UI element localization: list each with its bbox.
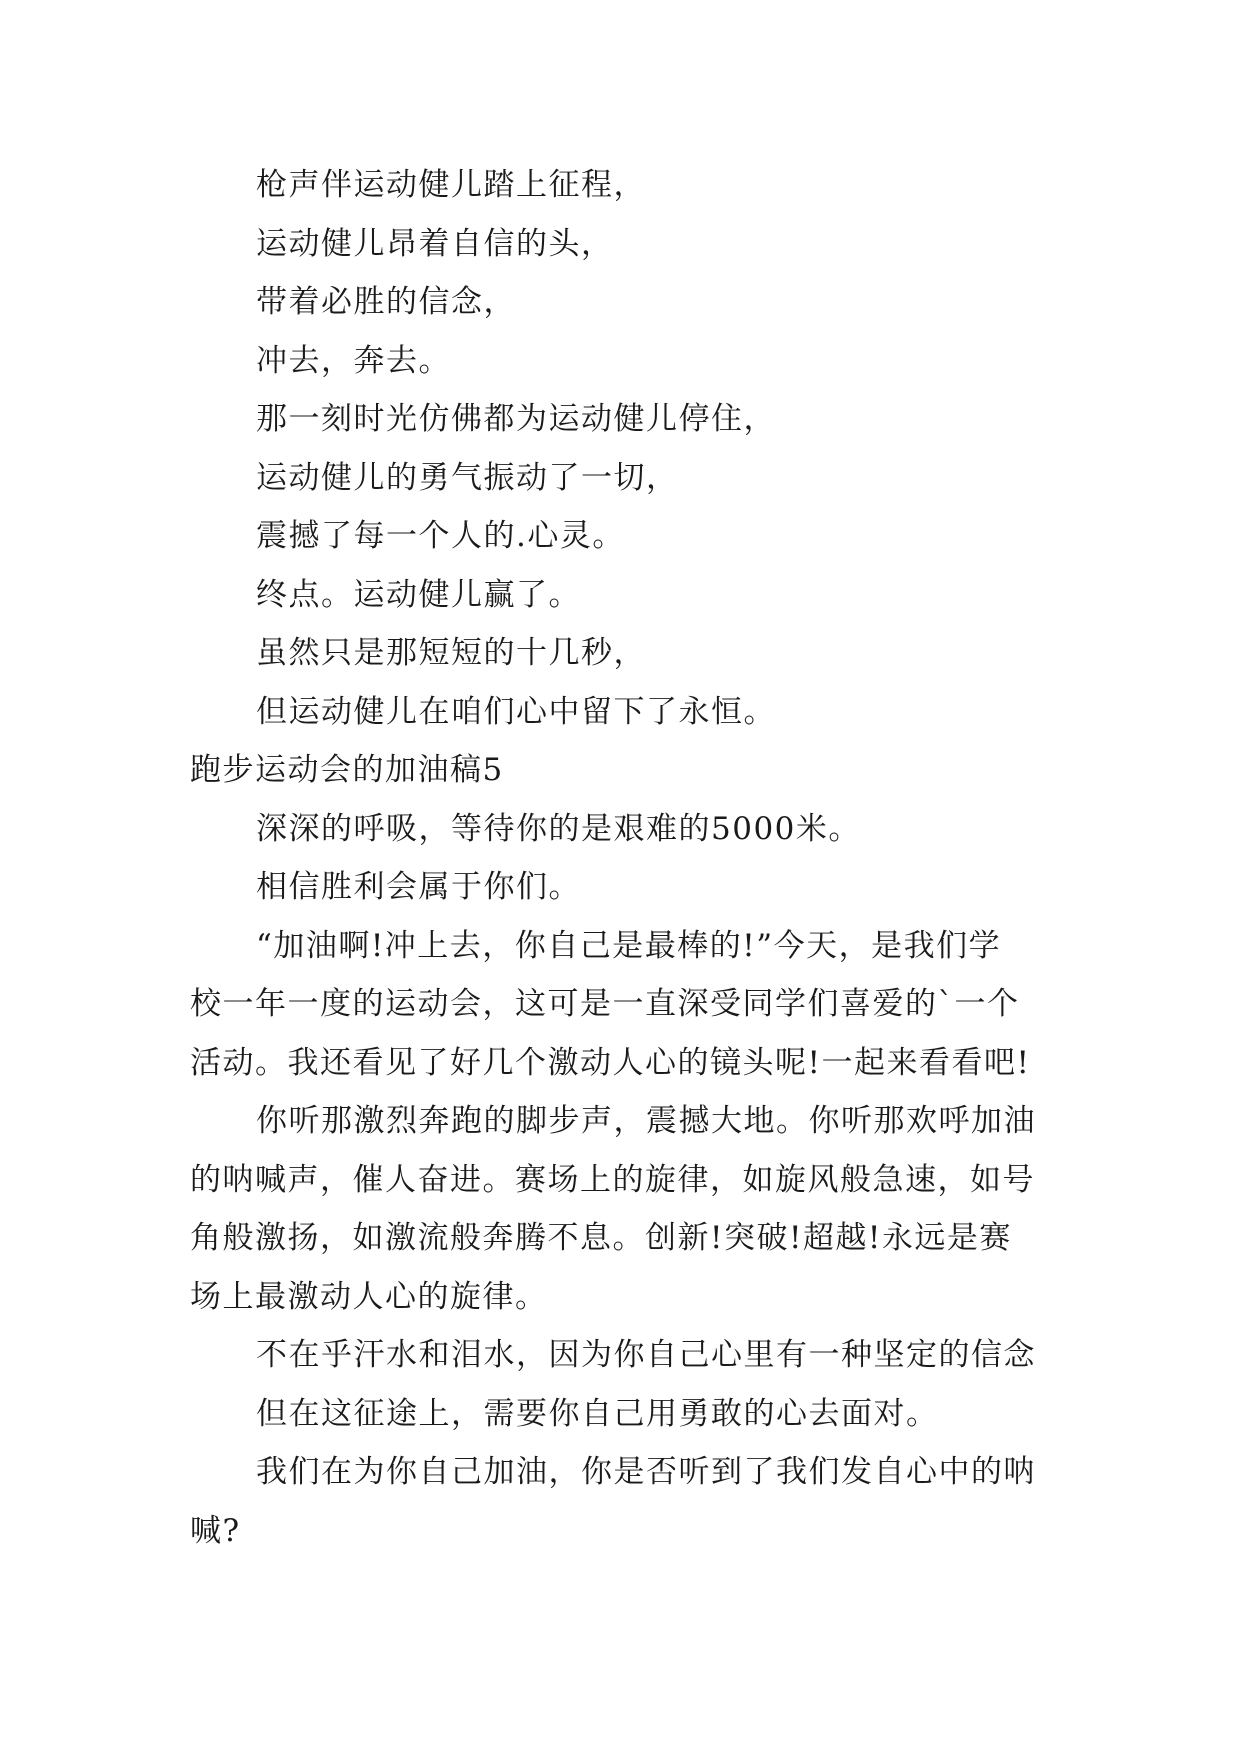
paragraph-line: 我们在为你自己加油，你是否听到了我们发自心中的呐 — [256, 1454, 1036, 1490]
paragraph-line: 但在这征途上，需要你自己用勇敢的心去面对。 — [256, 1395, 939, 1432]
poem-line: 带着必胜的信念， — [256, 284, 516, 320]
document-page — [190, 156, 1050, 1560]
paragraph-line: 角般激扬，如激流般奔腾不息。创新!突破!超越!永远是赛 — [190, 1220, 1012, 1256]
poem-line: 那一刻时光仿佛都为运动健儿停住， — [256, 401, 776, 437]
paragraph-line: 校一年一度的运动会，这可是一直深受同学们喜爱的`一个 — [190, 986, 1020, 1022]
paragraph-line: 不在乎汗水和泪水，因为你自己心里有一种坚定的信念 — [256, 1337, 1036, 1373]
poem-line: 冲去，奔去。 — [256, 342, 451, 379]
poem-line: 运动健儿的勇气振动了一切， — [256, 459, 679, 496]
poem-line: 枪声伴运动健儿踏上征程， — [256, 167, 646, 203]
paragraph-line: 深深的呼吸，等待你的是艰难的5000米。 — [256, 810, 861, 847]
paragraph-line: 喊? — [190, 1512, 241, 1549]
paragraph-line: 你听那激烈奔跑的脚步声，震撼大地。你听那欢呼加油 — [256, 1103, 1036, 1139]
poem-line: 虽然只是那短短的十几秒， — [256, 635, 646, 671]
paragraph-line: “加油啊!冲上去，你自己是最棒的!”今天，是我们学 — [256, 927, 1002, 964]
paragraph-line: 活动。我还看见了好几个激动人心的镜头呢!一起来看看吧! — [190, 1044, 1031, 1081]
poem-line: 震撼了每一个人的.心灵。 — [256, 518, 625, 554]
paragraph-line: 场上最激动人心的旋律。 — [190, 1278, 548, 1315]
paragraph-line: 的呐喊声，催人奋进。赛场上的旋律，如旋风般急速，如号 — [190, 1161, 1035, 1198]
poem-line: 运动健儿昂着自信的头， — [256, 225, 614, 262]
paragraph-line: 相信胜利会属于你们。 — [256, 869, 581, 905]
poem-line: 终点。运动健儿赢了。 — [256, 576, 581, 613]
poem-line: 但运动健儿在咱们心中留下了永恒。 — [256, 693, 776, 730]
section-heading: 跑步运动会的加油稿5 — [190, 752, 504, 788]
